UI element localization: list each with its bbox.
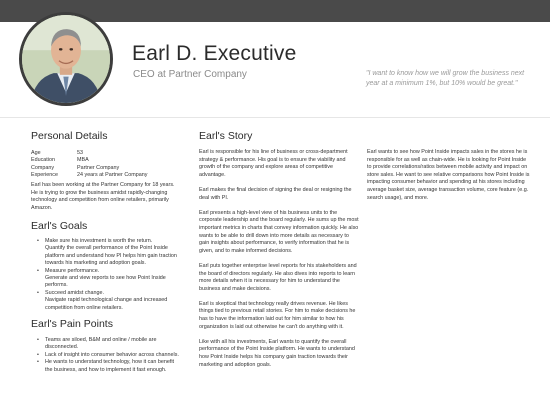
header-divider xyxy=(0,117,550,118)
pain-points-list xyxy=(31,337,183,374)
detail-key: Education xyxy=(31,157,55,164)
detail-key: Age xyxy=(31,150,41,156)
goals-heading: Earl's Goals xyxy=(31,220,88,232)
goal-item: • Measure performance. xyxy=(31,268,183,275)
story-heading: Earl's Story xyxy=(199,130,253,142)
detail-value: MBA xyxy=(77,157,89,164)
goal-detail: Quantify the overall performance of the Point Inside platform and understand how PI helps him gain traction towards his marketing and adoption goals. xyxy=(45,245,177,267)
pain-points-heading: Earl's Pain Points xyxy=(31,318,113,330)
personal-summary: Earl has been working at the Partner Company for 18 years. He is trying to grow the business amidst rapidly-changing technology and competition from online retailers, primarily Amazon. xyxy=(31,182,175,211)
persona-quote: "I want to know how we will grow the business next year at a minimum 1%, but 10% would be great." xyxy=(366,70,525,87)
portrait-image xyxy=(22,15,110,103)
story-paragraph: Like with all his investments, Earl wants to quantify the overall performance of the Point Inside platform. He wants to understand how Point Inside helps his company gain traction towards their marketing and adoption goals. xyxy=(199,338,355,368)
goal-detail: Generate and view reports to see how Point Inside performs. xyxy=(45,275,166,289)
pain-point-item: • He wants to understand technology, how it can benefit the business, and how to implement it fast enough. xyxy=(31,359,183,374)
profile-photo xyxy=(19,12,113,106)
persona-name: Earl D. Executive xyxy=(132,42,297,65)
goal-detail: Navigate rapid technological change and increased competition from online retailers. xyxy=(45,297,168,311)
persona-role: CEO at Partner Company xyxy=(133,69,247,80)
detail-value: 53 xyxy=(77,150,83,156)
story-column-2 xyxy=(367,149,530,210)
personal-details-table xyxy=(31,150,181,180)
pain-point-item: • Teams are siloed, B&M and online / mobile are disconnected. xyxy=(31,337,183,352)
personal-details-heading: Personal Details xyxy=(31,130,108,142)
goal-item: • Succeed amidst change. xyxy=(31,290,183,297)
pain-point-item: • Lack of insight into consumer behavior across channels. xyxy=(31,352,183,359)
detail-value: Partner Company xyxy=(77,164,120,171)
detail-row xyxy=(31,172,181,179)
goals-list xyxy=(31,238,183,312)
story-paragraph: Earl is responsible for his line of business or cross-department strategy & performance. His goal is to ensure the viability and growth of the company and explore areas of competitive advantage. xyxy=(199,149,348,178)
detail-row xyxy=(31,150,181,157)
story-paragraph: Earl is skeptical that technology really drives revenue. He likes things tied to previous retail stories. For him to make decisions he has to have the information laid out for him similar to how his organization is laid out otherwise he can't do anything with it. xyxy=(199,300,356,330)
story-paragraph: Earl puts together enterprise level reports for his stakeholders and the board of directors regularly. He also dives into reports to learn more details when it is necessary for him to understand the business and make decisions. xyxy=(199,262,357,292)
story-paragraph: Earl wants to see how Point Inside impacts sales in the stores he is responsible for as well as chain-wide. He is looking for Point Inside to provide correlations/ratios between mobile activity and impact on store sales. He want to see relative comparisons how Point Inside is impacting consumer behavior and spending at his stores including average basket size, average transaction volume, core feature (e.g. search usage), and more. xyxy=(367,149,530,201)
story-paragraph: Earl presents a high-level view of his business units to the corporate leadership and the board regularly. He sums up the most important metrics in charts that convey information quickly. He also wants to be able to drill down into more details as necessary to gain insights about performance, to verify information that he is given, and to make informed decisions. xyxy=(199,209,359,254)
detail-value: 24 years at Partner Company xyxy=(77,172,148,179)
detail-key: Experience xyxy=(31,172,58,179)
detail-key: Company xyxy=(31,164,55,171)
detail-row xyxy=(31,157,181,164)
story-paragraph: Earl makes the final decision of signing the deal or resigning the deal with PI. xyxy=(199,186,352,201)
goal-item: • Make sure his investment is worth the return. xyxy=(31,238,183,245)
story-column-1 xyxy=(199,149,359,377)
detail-row xyxy=(31,165,181,172)
